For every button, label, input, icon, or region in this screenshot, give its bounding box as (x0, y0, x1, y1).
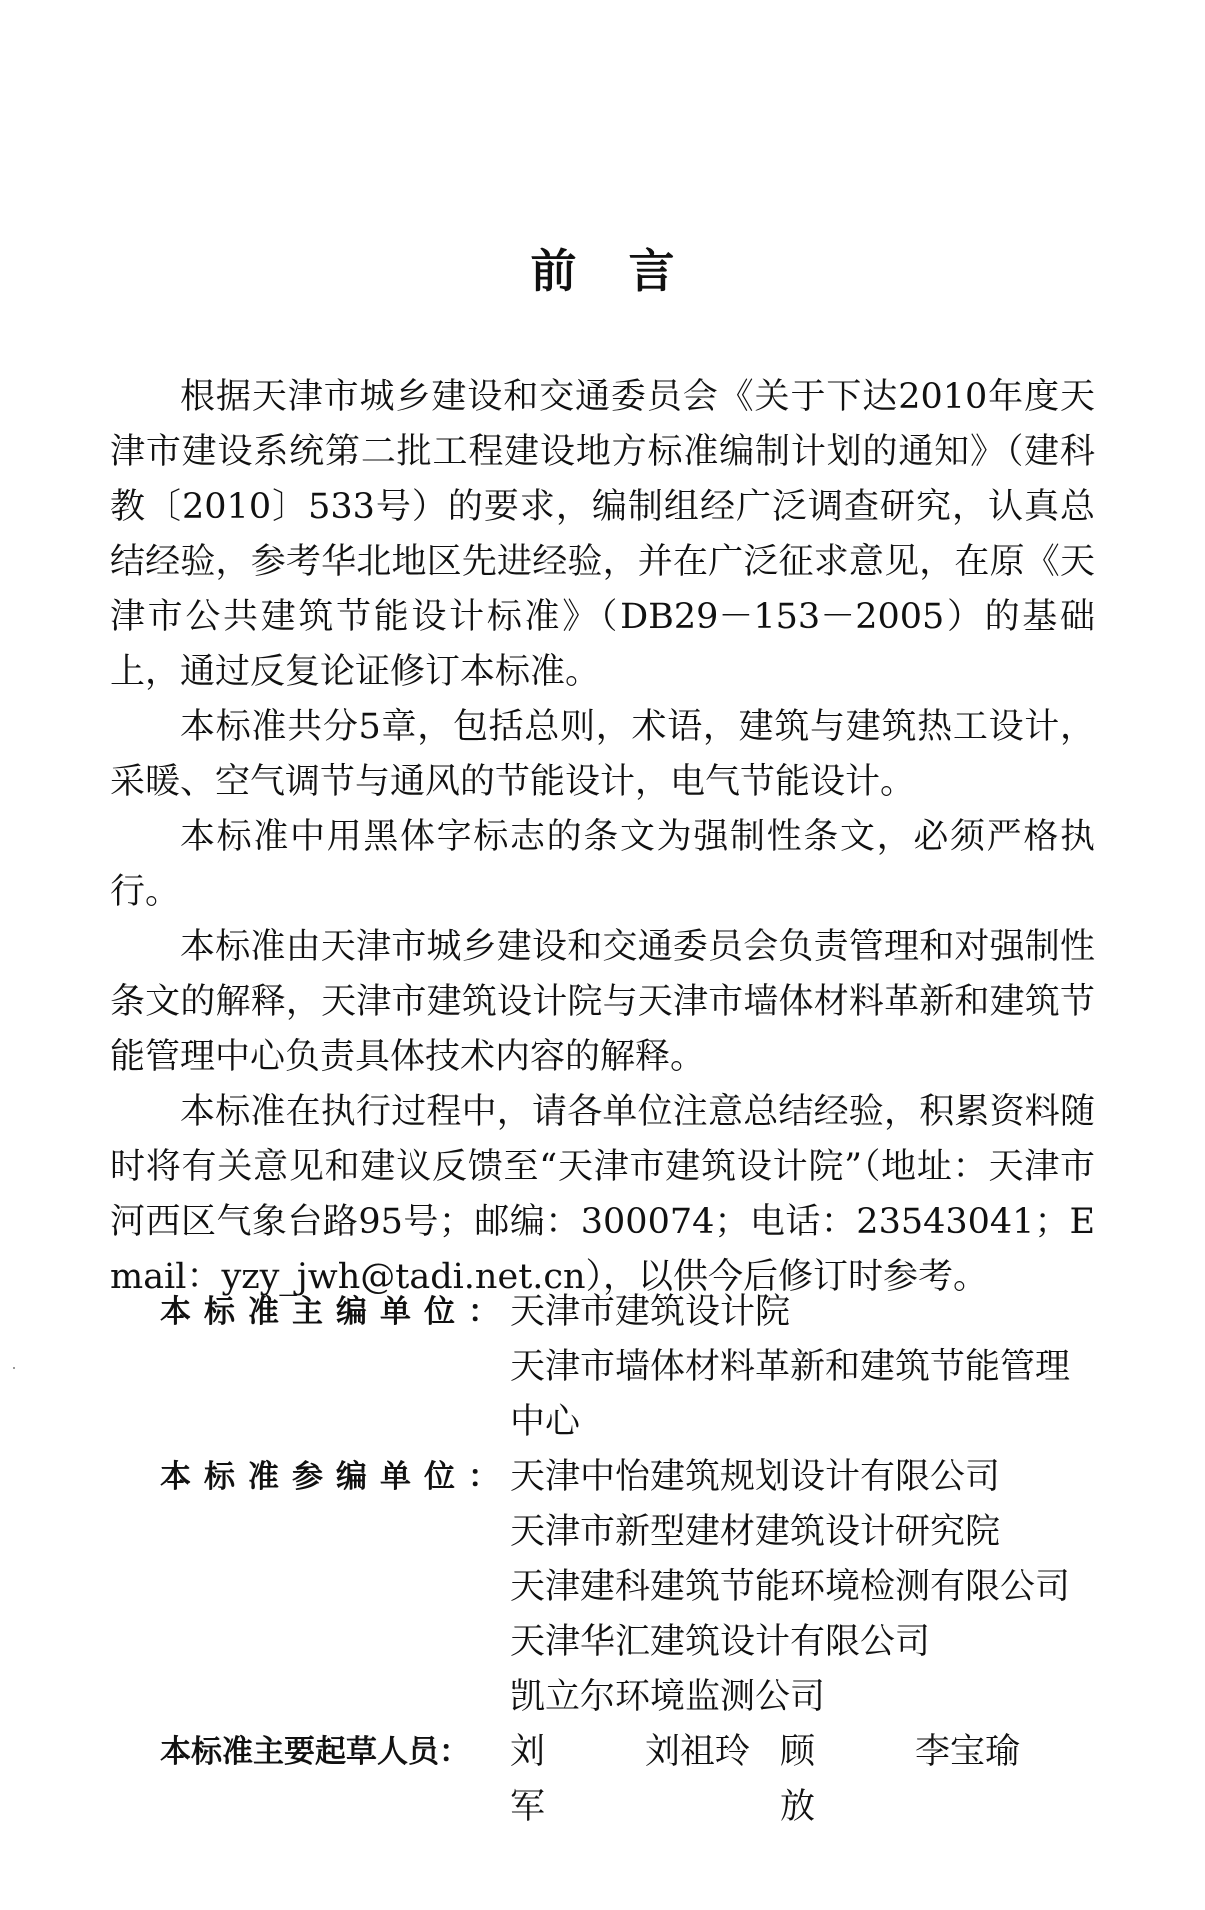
participating-units-label: 本标准参编单位： (160, 1459, 512, 1495)
paragraph-chapters: 本标准共分5章，包括总则，术语，建筑与建筑热工设计，采暖、空气调节与通风的节能设计，电气节能设计。 (110, 707, 1095, 802)
paragraph-basis: 根据天津市城乡建设和交通委员会《关于下达2010年度天津市建设系统第二批工程建设地方标准编制计划的通知》（建科教〔2010〕533号）的要求，编制组经广泛调查研究，认真总结经验，参考华北地区先进经验，并在广泛征求意见，在原《天津市公共建筑节能设计标准》（DB29－153－2005）的基础上，通过反复论证修订本标准。 (110, 377, 1095, 692)
chief-unit: 天津市墙体材料革新和建筑节能管理中心 (510, 1347, 1071, 1442)
chief-units-list (510, 1285, 1095, 1450)
drafter-name: 刘祖玲 (645, 1732, 751, 1772)
preface-body (110, 370, 1095, 1305)
drafters-label: 本标准主要起草人员： (160, 1734, 470, 1770)
participating-unit: 天津华汇建筑设计有限公司 (510, 1622, 931, 1662)
drafter-name: 顾放 (780, 1732, 854, 1827)
chief-units-label: 本标准主编单位： (160, 1294, 512, 1330)
units-section (110, 1285, 1095, 1835)
participating-unit: 天津市新型建材建筑设计研究院 (510, 1512, 1001, 1552)
scan-speck (13, 1367, 15, 1369)
page-title: 前言 (530, 244, 727, 298)
drafter-name: 刘军 (510, 1732, 584, 1827)
drafter-name: 李宝瑜 (915, 1732, 1021, 1772)
drafters-list (510, 1725, 1095, 1835)
drafters-row (110, 1725, 1095, 1835)
chief-unit: 天津市建筑设计院 (510, 1292, 791, 1332)
chief-units-row (110, 1285, 1095, 1450)
participating-units-list (510, 1450, 1095, 1725)
participating-units-row (110, 1450, 1095, 1725)
participating-unit: 天津中怡建筑规划设计有限公司 (510, 1457, 1001, 1497)
participating-unit: 凯立尔环境监测公司 (510, 1677, 826, 1717)
participating-unit: 天津建科建筑节能环境检测有限公司 (510, 1567, 1071, 1607)
paragraph-mandatory: 本标准中用黑体字标志的条文为强制性条文，必须严格执行。 (110, 817, 1095, 912)
paragraph-management: 本标准由天津市城乡建设和交通委员会负责管理和对强制性条文的解释，天津市建筑设计院与天津市墙体材料革新和建筑节能管理中心负责具体技术内容的解释。 (110, 927, 1095, 1077)
paragraph-feedback: 本标准在执行过程中，请各单位注意总结经验，积累资料随时将有关意见和建议反馈至“天津市建筑设计院”（地址：天津市河西区气象台路95号；邮编：300074；电话：23543041；Email：yzy_jwh@tadi.net.cn），以供今后修订时参考。 (110, 1092, 1095, 1297)
